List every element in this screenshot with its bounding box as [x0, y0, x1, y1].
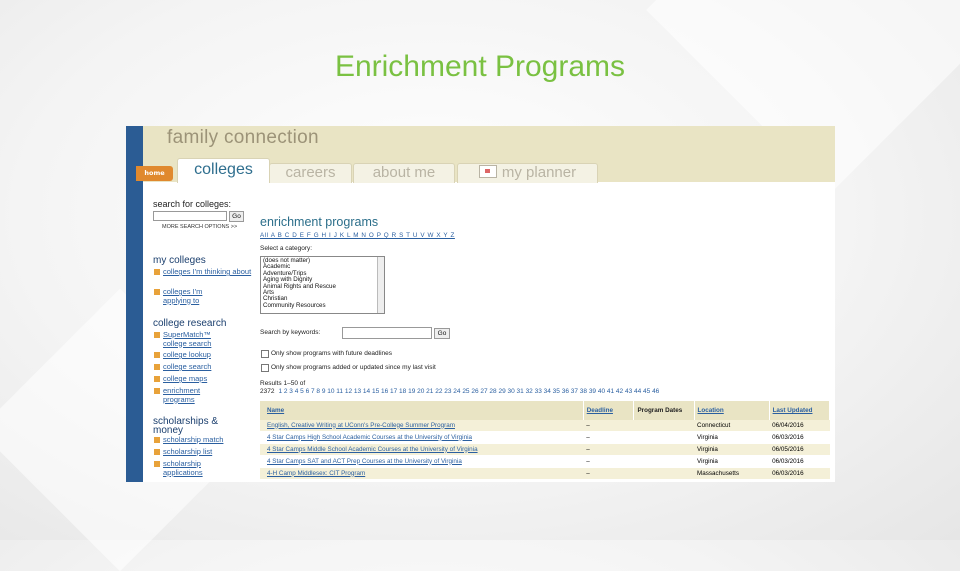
sidebar-item-college-search[interactable]: college search: [153, 363, 243, 372]
program-name-link[interactable]: 4 Star Camps Middle School Academic Courses at the University of Virginia: [260, 444, 583, 456]
category-option[interactable]: Adventure/Trips: [263, 269, 307, 277]
last-updated-cell: 06/03/2016: [769, 468, 829, 480]
location-cell: Virginia: [694, 444, 769, 456]
program-dates-cell: [634, 444, 694, 456]
location-cell: Connecticut: [694, 420, 769, 432]
brand-logo: family connection: [167, 127, 319, 148]
search-label: search for colleges:: [153, 199, 232, 209]
main-content: [260, 126, 835, 482]
screenshot-frame: [126, 126, 835, 482]
recently-added-label: Only show programs added or updated since my last visit: [271, 364, 436, 371]
deadline-cell: –: [583, 456, 634, 468]
results-count-label: Results 1–50 of: [260, 380, 306, 387]
category-listbox[interactable]: [260, 256, 385, 314]
results-table: [260, 401, 830, 480]
tab-my-planner-label: my planner: [501, 164, 577, 181]
page-links[interactable]: 1 2 3 4 5 6 7 8 9 10 11 12 13 14 15 16 17 18 19 20 21 22 23 24 25 26 27 28 29 30 31 32 33 34 35 36 37 38 39 40 41 42 43 44 45 46: [278, 388, 660, 395]
sidebar-item-college-lookup[interactable]: college lookup: [153, 351, 243, 360]
column-header-location[interactable]: Location: [694, 401, 769, 420]
sidebar-item-supermatch[interactable]: SuperMatch™ college search: [153, 331, 228, 348]
column-header-last-updated[interactable]: Last Updated: [769, 401, 829, 420]
keywords-label: Search by keywords:: [260, 329, 321, 336]
college-search-input[interactable]: [153, 211, 227, 221]
tab-colleges[interactable]: colleges: [177, 158, 270, 183]
table-header-row: [260, 401, 830, 420]
keywords-go-button[interactable]: Go: [434, 328, 450, 339]
location-cell: Virginia: [694, 432, 769, 444]
deadline-cell: –: [583, 444, 634, 456]
table-row[interactable]: [260, 456, 830, 468]
category-option[interactable]: Aging with Dignity: [263, 276, 313, 284]
category-option[interactable]: Community Resources: [263, 301, 326, 309]
program-dates-cell: [634, 468, 694, 480]
sidebar-item-college-maps[interactable]: college maps: [153, 375, 243, 384]
sidebar-item-enrichment-programs[interactable]: enrichment programs: [153, 387, 218, 404]
deadline-cell: –: [583, 432, 634, 444]
recently-added-checkbox[interactable]: [261, 364, 269, 372]
sidebar-item-scholarship-list[interactable]: scholarship list: [153, 448, 248, 457]
program-name-link[interactable]: 4 Star Camps High School Academic Courses at the University of Virginia: [260, 432, 583, 444]
last-updated-cell: 06/03/2016: [769, 456, 829, 468]
location-cell: Massachusetts: [694, 468, 769, 480]
home-button[interactable]: home: [136, 166, 173, 181]
sidebar: [153, 199, 253, 482]
sidebar-item-scholarship-match[interactable]: scholarship match: [153, 436, 248, 445]
program-dates-cell: [634, 456, 694, 468]
category-option[interactable]: Christian: [263, 295, 288, 303]
more-search-options-link[interactable]: MORE SEARCH OPTIONS >>: [162, 224, 238, 230]
section-scholarships: scholarships & money: [153, 416, 219, 436]
future-deadlines-checkbox[interactable]: [261, 350, 269, 358]
page-title: enrichment programs: [260, 215, 379, 229]
table-row[interactable]: [260, 420, 830, 432]
keywords-input[interactable]: [342, 327, 432, 339]
deadline-cell: –: [583, 420, 634, 432]
pagination[interactable]: [260, 388, 659, 395]
last-updated-cell: 06/05/2016: [769, 444, 829, 456]
category-option[interactable]: Academic: [263, 263, 291, 271]
tab-careers[interactable]: careers: [269, 163, 352, 183]
college-search-go-button[interactable]: Go: [229, 211, 244, 222]
future-deadlines-label: Only show programs with future deadlines: [271, 350, 393, 357]
program-name-link[interactable]: English, Creative Writing at UConn's Pre-College Summer Program: [260, 420, 583, 432]
last-updated-cell: 06/04/2016: [769, 420, 829, 432]
category-option[interactable]: (does not matter): [263, 257, 311, 264]
alphabet-filter[interactable]: All A B C D E F G H I J K L M N O P Q R S T U V W X Y Z: [260, 232, 455, 239]
table-row[interactable]: [260, 432, 830, 444]
column-header-name[interactable]: Name: [260, 401, 583, 420]
location-cell: Virginia: [694, 456, 769, 468]
section-my-colleges: my colleges: [153, 255, 206, 266]
program-dates-cell: [634, 420, 694, 432]
category-option[interactable]: Animal Rights and Rescue: [263, 282, 336, 290]
section-college-research: college research: [153, 318, 227, 329]
program-name-link[interactable]: 4-H Camp Middlesex: CIT Program: [260, 468, 583, 480]
category-option[interactable]: Arts: [263, 289, 275, 297]
column-header-program-dates: Program Dates: [634, 401, 694, 420]
sidebar-item-scholarship-applications[interactable]: scholarship applications: [153, 460, 218, 477]
results-total: 2372: [260, 388, 275, 395]
program-dates-cell: [634, 432, 694, 444]
table-row[interactable]: [260, 468, 830, 480]
column-header-deadline[interactable]: Deadline: [583, 401, 634, 420]
sidebar-item-applying-to[interactable]: colleges I'm applying to: [153, 288, 223, 305]
slide-title: Enrichment Programs: [334, 50, 626, 83]
deadline-cell: –: [583, 468, 634, 480]
category-label: Select a category:: [260, 245, 313, 252]
last-updated-cell: 06/03/2016: [769, 432, 829, 444]
program-name-link[interactable]: 4 Star Camps SAT and ACT Prep Courses at the University of Virginia: [260, 456, 583, 468]
listbox-scrollbar[interactable]: [377, 257, 384, 313]
sidebar-item-thinking-about[interactable]: colleges I'm thinking about: [153, 268, 253, 277]
table-row[interactable]: [260, 444, 830, 456]
tab-about-me[interactable]: about me: [353, 163, 455, 183]
